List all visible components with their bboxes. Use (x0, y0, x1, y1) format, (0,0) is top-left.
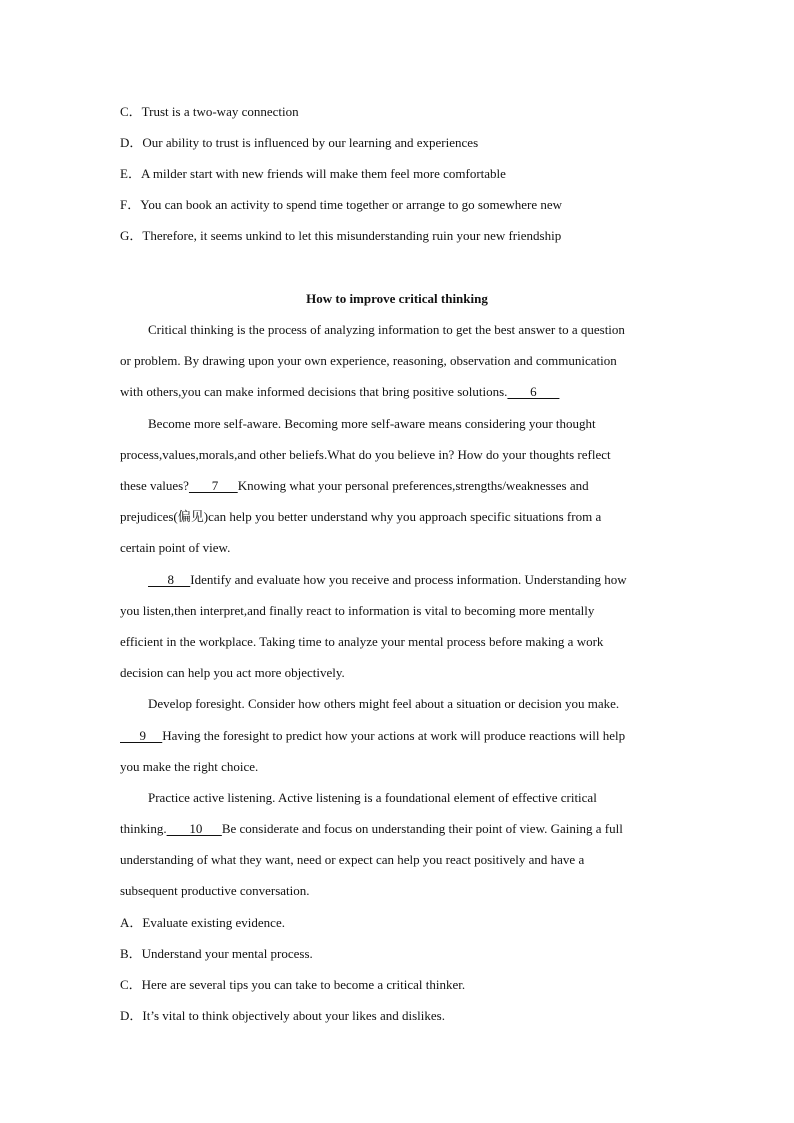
paragraph-4-line-2: 9 Having the foresight to predict how your actions at work will produce reactions will help (120, 728, 626, 743)
blank-8: 8 (148, 572, 191, 587)
paragraph-2-line-3: these values? 7 Knowing what your personal preferences,strengths/weaknesses and (120, 478, 589, 493)
blank-7: 7 (188, 478, 238, 493)
option-b: B．Understand your mental process. (120, 946, 313, 961)
paragraph-1-line-2: or problem. By drawing upon your own experience, reasoning, observation and communication (120, 353, 617, 368)
paragraph-5-line-1: Practice active listening. Active listening is a foundational element of effective critical (148, 790, 597, 805)
blank-6: 6 (507, 384, 560, 399)
option-c: C．Here are several tips you can take to become a critical thinker. (120, 977, 466, 992)
option-g-prev: G．Therefore, it seems unkind to let this misunderstanding ruin your new friendship (120, 228, 562, 243)
option-c-prev: C．Trust is a two-way connection (120, 104, 299, 119)
paragraph-3-line-4: decision can help you act more objectively. (120, 665, 345, 680)
option-d-prev: D．Our ability to trust is influenced by our learning and experiences (120, 135, 479, 150)
paragraph-2-line-2: process,values,morals,and other beliefs.What do you believe in? How do your thoughts reflect (120, 447, 611, 462)
paragraph-2-line-5: certain point of view. (120, 540, 231, 555)
paragraph-5-line-2: thinking. 10 Be considerate and focus on understanding their point of view. Gaining a full (120, 821, 623, 836)
paragraph-2-line-4: prejudices(偏见)can help you better understand why you approach specific situations from a (120, 509, 602, 524)
blank-9: 9 (120, 728, 163, 743)
paragraph-1-line-3: with others,you can make informed decisions that bring positive solutions. 6 (120, 384, 560, 399)
option-a: A．Evaluate existing evidence. (120, 915, 285, 930)
paragraph-5-line-4: subsequent productive conversation. (120, 883, 310, 898)
paragraph-5-line-3: understanding of what they want, need or expect can help you react positively and have a (120, 852, 585, 867)
paragraph-2-line-1: Become more self-aware. Becoming more self-aware means considering your thought (148, 416, 596, 431)
option-d: D．It’s vital to think objectively about your likes and dislikes. (120, 1008, 445, 1023)
paragraph-3-line-3: efficient in the workplace. Taking time to analyze your mental process before making a work (120, 634, 604, 649)
paragraph-3-line-2: you listen,then interpret,and finally react to information is vital to becoming more mentally (120, 603, 595, 618)
paragraph-4-line-3: you make the right choice. (120, 759, 259, 774)
paragraph-3-line-1: 8 Identify and evaluate how you receive and process information. Understanding how (148, 572, 627, 587)
option-f-prev: F．You can book an activity to spend time together or arrange to go somewhere new (120, 197, 563, 212)
paragraph-1-line-1: Critical thinking is the process of analyzing information to get the best answer to a question (148, 322, 625, 337)
option-e-prev: E．A milder start with new friends will make them feel more comfortable (120, 166, 506, 181)
blank-10: 10 (166, 821, 222, 836)
paragraph-4-line-1: Develop foresight. Consider how others might feel about a situation or decision you make. (148, 696, 620, 711)
passage-title: How to improve critical thinking (306, 291, 488, 306)
